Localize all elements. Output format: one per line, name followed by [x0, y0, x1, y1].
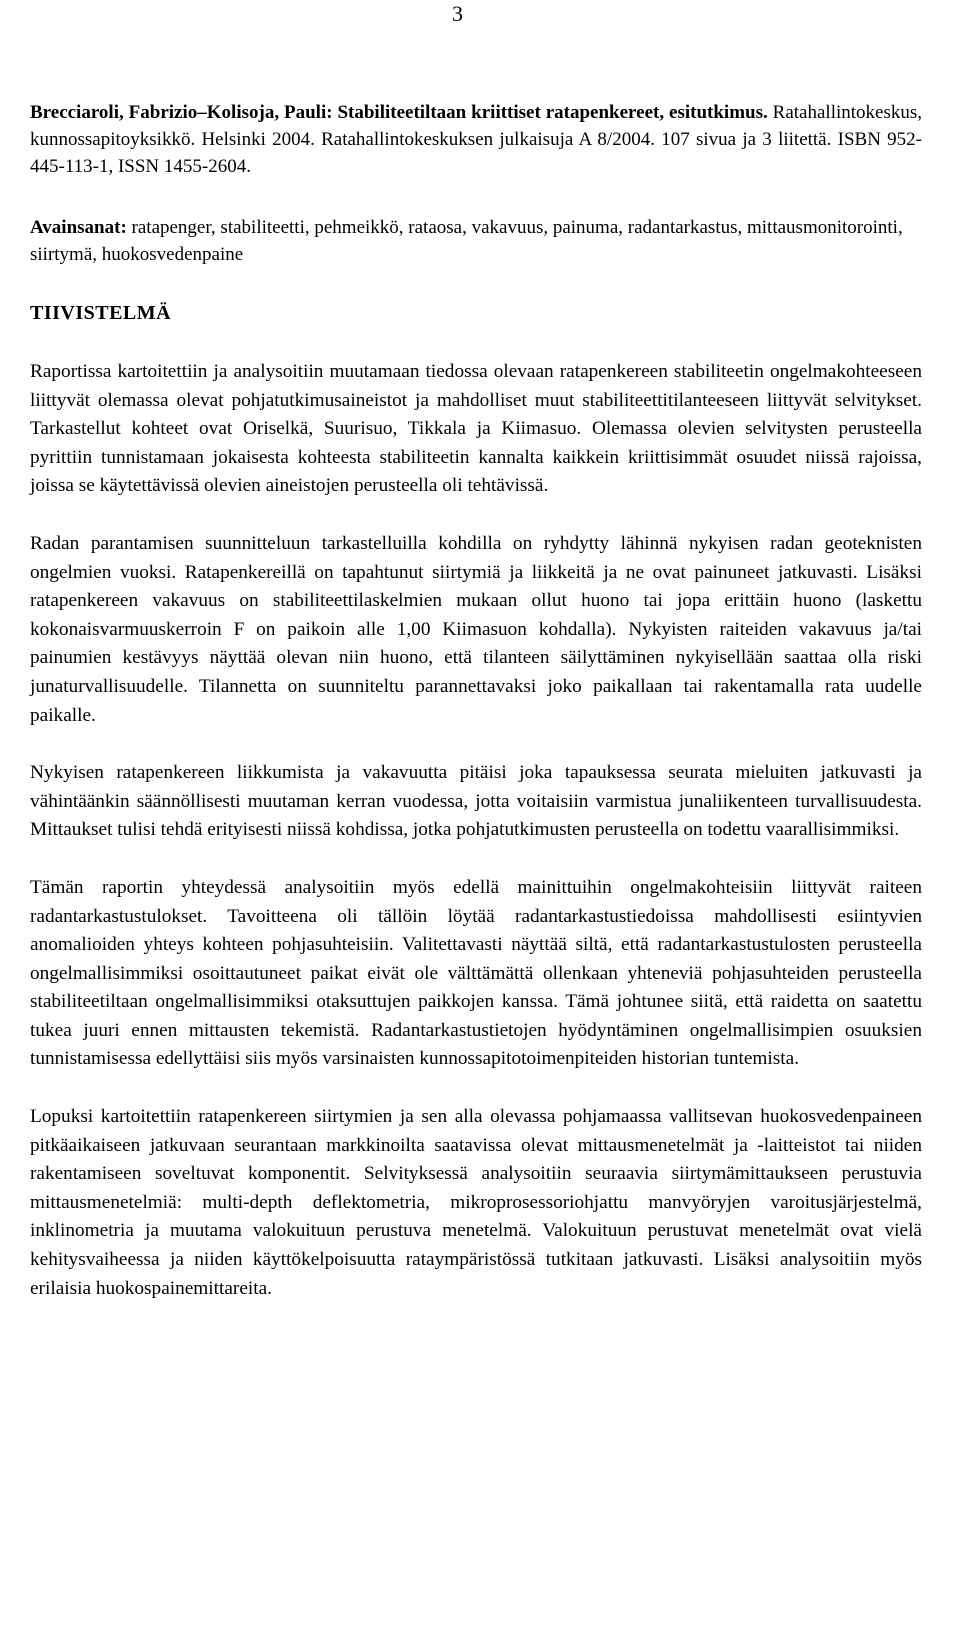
keywords [30, 214, 922, 268]
keywords-text: ratapenger, stabiliteetti, pehmeikkö, rataosa, vakavuus, painuma, radantarkastus, mittausmonitorointi, siirtymä, huokosvedenpaine [30, 217, 903, 265]
abstract-body [30, 358, 922, 1332]
keywords-label: Avainsanat: [30, 217, 127, 238]
abstract-paragraph-1: Raportissa kartoitettiin ja analysoitiin muutamaan tiedossa olevaan ratapenkereen stabiliteetin ongelmakohteeseen liittyvät olemassa olevat pohjatutkimusaineistot ja mahdolliset muut stabiliteettitilanteeseen liittyvät selvitykset. Tarkastellut kohteet ovat Oriselkä, Suurisuo, Tikkala ja Kiimasuo. Olemassa olevien selvitysten perusteella pyrittiin tunnistamaan jokaisesta kohteesta stabiliteetin kannalta kaikkein kriittisimmät osuudet niissä rajoissa, joissa se käytettävissä olevien aineistojen perusteella oli tehtävissä. [30, 361, 922, 497]
abstract-paragraph-4: Tämän raportin yhteydessä analysoitiin myös edellä mainittuihin ongelmakohteisiin liittyvät raiteen radantarkastustulokset. Tavoitteena oli tällöin löytää radantarkastustiedoissa mahdollisesti esiintyvien anomalioiden yhteys kohteen pohjasuhteisiin. Valitettavasti näyttää siltä, että radantarkastustulosten perusteella ongelmallisimmiksi osoittautuneet paikat eivät ole välttämättä ollenkaan yhteneviä pohjasuhteiden perusteella stabiliteetiltaan ongelmallisimmiksi otaksuttujen paikkojen kanssa. Tämä johtunee siitä, että raidetta on saatettu tukea juuri ennen mittausten tekemistä. Radantarkastustietojen hyödyntäminen ongelmallisimpien osuuksien tunnistamisessa edellyttäisi siis myös varsinaisten kunnossapitotoimenpiteiden historian tuntemista. [30, 876, 922, 1070]
abstract-paragraph-5: Lopuksi kartoitettiin ratapenkereen siirtymien ja sen alla olevassa pohjamaassa vallitsevan huokosvedenpaineen pitkäaikaiseen jatkuvaan seurantaan markkinoilta saatavissa olevat mittausmenetelmät ja -laitteistot tai niiden rakentamiseen soveltuvat komponentit. Selvityksessä analysoitiin seuraavia siirtymämittaukseen perustuvia mittausmenetelmiä: multi-depth deflektometria, mikroprosessoriohjattu manvyöryjen varoitusjärjestelmä, inklinometria ja muutama valokuituun perustuva menetelmä. Valokuituun perustuvat menetelmät ovat vielä kehitysvaiheessa ja niiden käyttökelpoisuutta rataympäristössä tutkitaan jatkuvasti. Lisäksi analysoitiin myös erilaisia huokospainemittareita. [30, 1106, 922, 1299]
abstract-paragraph-2: Radan parantamisen suunnitteluun tarkastelluilla kohdilla on ryhdytty lähinnä nykyisen radan geoteknisten ongelmien vuoksi. Ratapenkereillä on tapahtunut siirtymiä ja liikkeitä ja ne ovat painuneet jatkuvasti. Lisäksi ratapenkereen vakavuus on stabiliteettilaskelmien mukaan ollut huono tai jopa erittäin huono (laskettu kokonaisvarmuuskerroin F on paikoin alle 1,00 Kiimasuon kohdalla). Nykyisten raiteiden vakavuus ja/tai painumien kestävyys näyttää olevan niin huono, että tilanteen säilyttäminen nykyisellään saattaa olla riski junaturvallisuudelle. Tilannetta on suunniteltu parannettavaksi joko paikallaan tai rakentamalla rata uudelle paikalle. [30, 532, 922, 726]
abstract-paragraph-3: Nykyisen ratapenkereen liikkumista ja vakavuutta pitäisi joka tapauksessa seurata mieluiten jatkuvasti ja vähintäänkin säännöllisesti muutaman kerran vuodessa, jotta voitaisiin varmistua junaliikenteen turvallisuudesta. Mittaukset tulisi tehdä erityisesti niissä kohdissa, jotka pohjatutkimusten perusteella on todettu vaarallisimmiksi. [30, 762, 922, 841]
bibliographic-reference [30, 99, 922, 180]
reference-details: Ratahallintokeskus, kunnossapitoyksikkö. Helsinki 2004. Ratahallintokeskuksen julkaisuja A 8/2004. 107 sivua ja 3 liitettä. ISBN 952-445-113-1, ISSN 1455-2604. [30, 102, 923, 177]
page-number: 3 [452, 1, 463, 26]
reference-authors-title: Brecciaroli, Fabrizio–Kolisoja, Pauli: Stabiliteetiltaan kriittiset ratapenkereet, esitutkimus. [30, 102, 768, 123]
abstract-heading: TIIVISTELMÄ [30, 302, 172, 324]
